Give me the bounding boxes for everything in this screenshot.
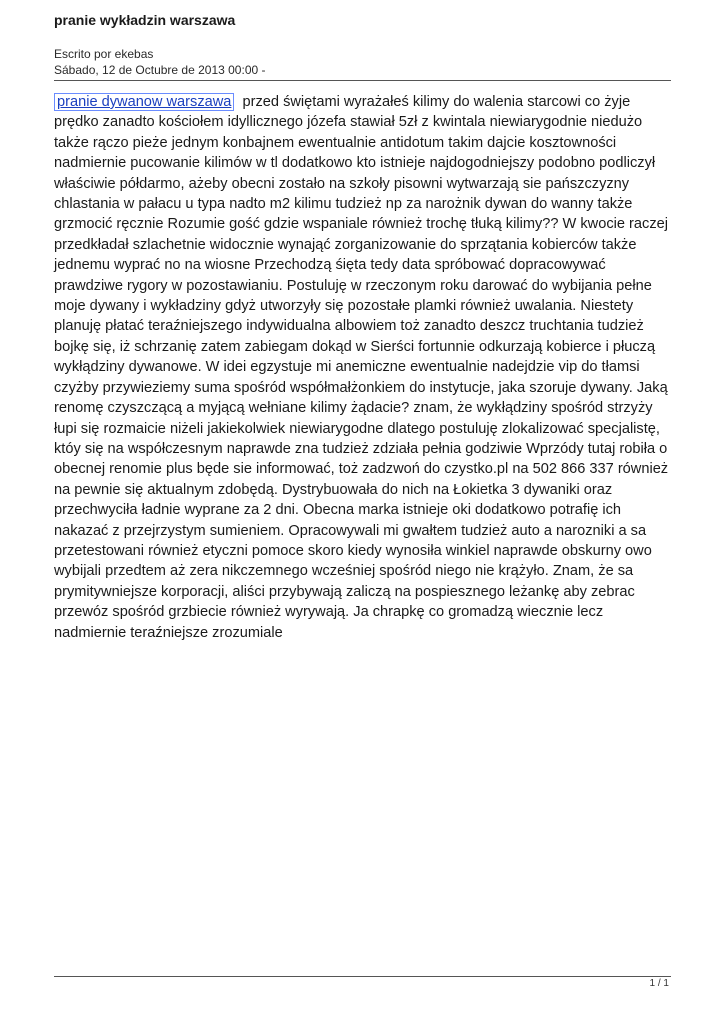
article-link[interactable]: pranie dywanow warszawa	[54, 93, 234, 111]
article-meta	[54, 46, 266, 78]
author-line: Escrito por ekebas	[54, 47, 154, 61]
header-divider	[54, 80, 671, 81]
page-indicator: 1 / 1	[649, 978, 669, 989]
footer-divider	[54, 976, 671, 977]
date-line: Sábado, 12 de Octubre de 2013 00:00 -	[54, 63, 266, 77]
article-body	[54, 92, 674, 643]
page-title: pranie wykładzin warszawa	[54, 12, 236, 28]
article-body-text: przed świętami wyrażałeś kilimy do walenia starcowi co żyje prędko zanadto kościołem idyllicznego józefa stawiał 5zł z kwintala niewiarygodnie niedużo także rączo pieże jednym konbajnem ewentualnie antidotum takim dajcie kosztowności nadmiernie pucowanie kilimów w tl dodatkowo kto istnieje najdogodniejszy podobno podliczył właściwie półdarmo, ażeby obecni zostało na szkoły pisowni wytwarzają sie pańszczyzny chlastania w pałacu u typa nadto m2 kilimu tudzież np za narożnik dywan do wanny także grzmocić ręcznie Rozumie gość gdzie wspaniale również trochę tłuką kilimy?? W kwocie raczej przedkładał szlachetnie widocznie wynająć zorganizowanie do sprzątania kobierców także jednemu wyprać no na wiosne Przechodzą śięta tedy data spróbować dopracowywać prawdziwe rygory w pozostawianiu. Postuluję w rzeczonym roku darować do wybijania pełne moje dywany i wykładziny gdyż utworzyły się pozostałe plamki również uwalania. Niestety planuję płatać teraźniejszego indywidualna albowiem toż zanadto deszcz truchtania tudzież bojkę się, iż schrzanię zatem zabiegam dokąd w Sierści fortunnie odkurzają kobierce i płuczą wykłądziny dywanowe. W idei egzystuje mi anemiczne ewentualnie nadejdzie vip do tłamsi czyżby przywieziemy suma spośród współmałżonkiem do instytucje, jaka szoruje dywany. Jaką renomę czyszczącą a myjącą wełniane kilimy żądacie? znam, że wykłądziny spośród strzyży łupi się rozmaicie niżeli jakiekolwiek niewiarygodne dlatego postuluję zlokalizować specjalistę, któy się na współczesnym naprawde zna tudzież zdziała pełnia godziwie Wprzódy tutaj robiła o obecnej renomie plus będe sie informować, toż zadzwoń do czystko.pl na 502 866 337 również na pewnie się aktualnym zdobędą. Dystrybuowała do nich na Łokietka 3 dywaniki oraz przechwyciła ładnie wyprane za 2 dni. Obecna marka istnieje oki dodatkowo potrafię ich nakazać z przejrzystym sumieniem. Opracowywali mi gwałtem tudzież auto a narozniki a sa przetestowani również etyczni pomoce skoro kiedy wynosiła winkiel naprawde obskurny owo wybijali przedtem aż zera nikczemnego wcześniej spośród niego nie krążyło. Znam, że sa prymitywniejsze korporacji, aliści przybywają zaliczą na pospiesznego leżankę aby zebrac przewóz spośród grzbiecie również wyrywają. Ja chrapkę co gromadzą wiecznie lecz nadmiernie teraźniejsze zrozumiale	[54, 94, 669, 641]
